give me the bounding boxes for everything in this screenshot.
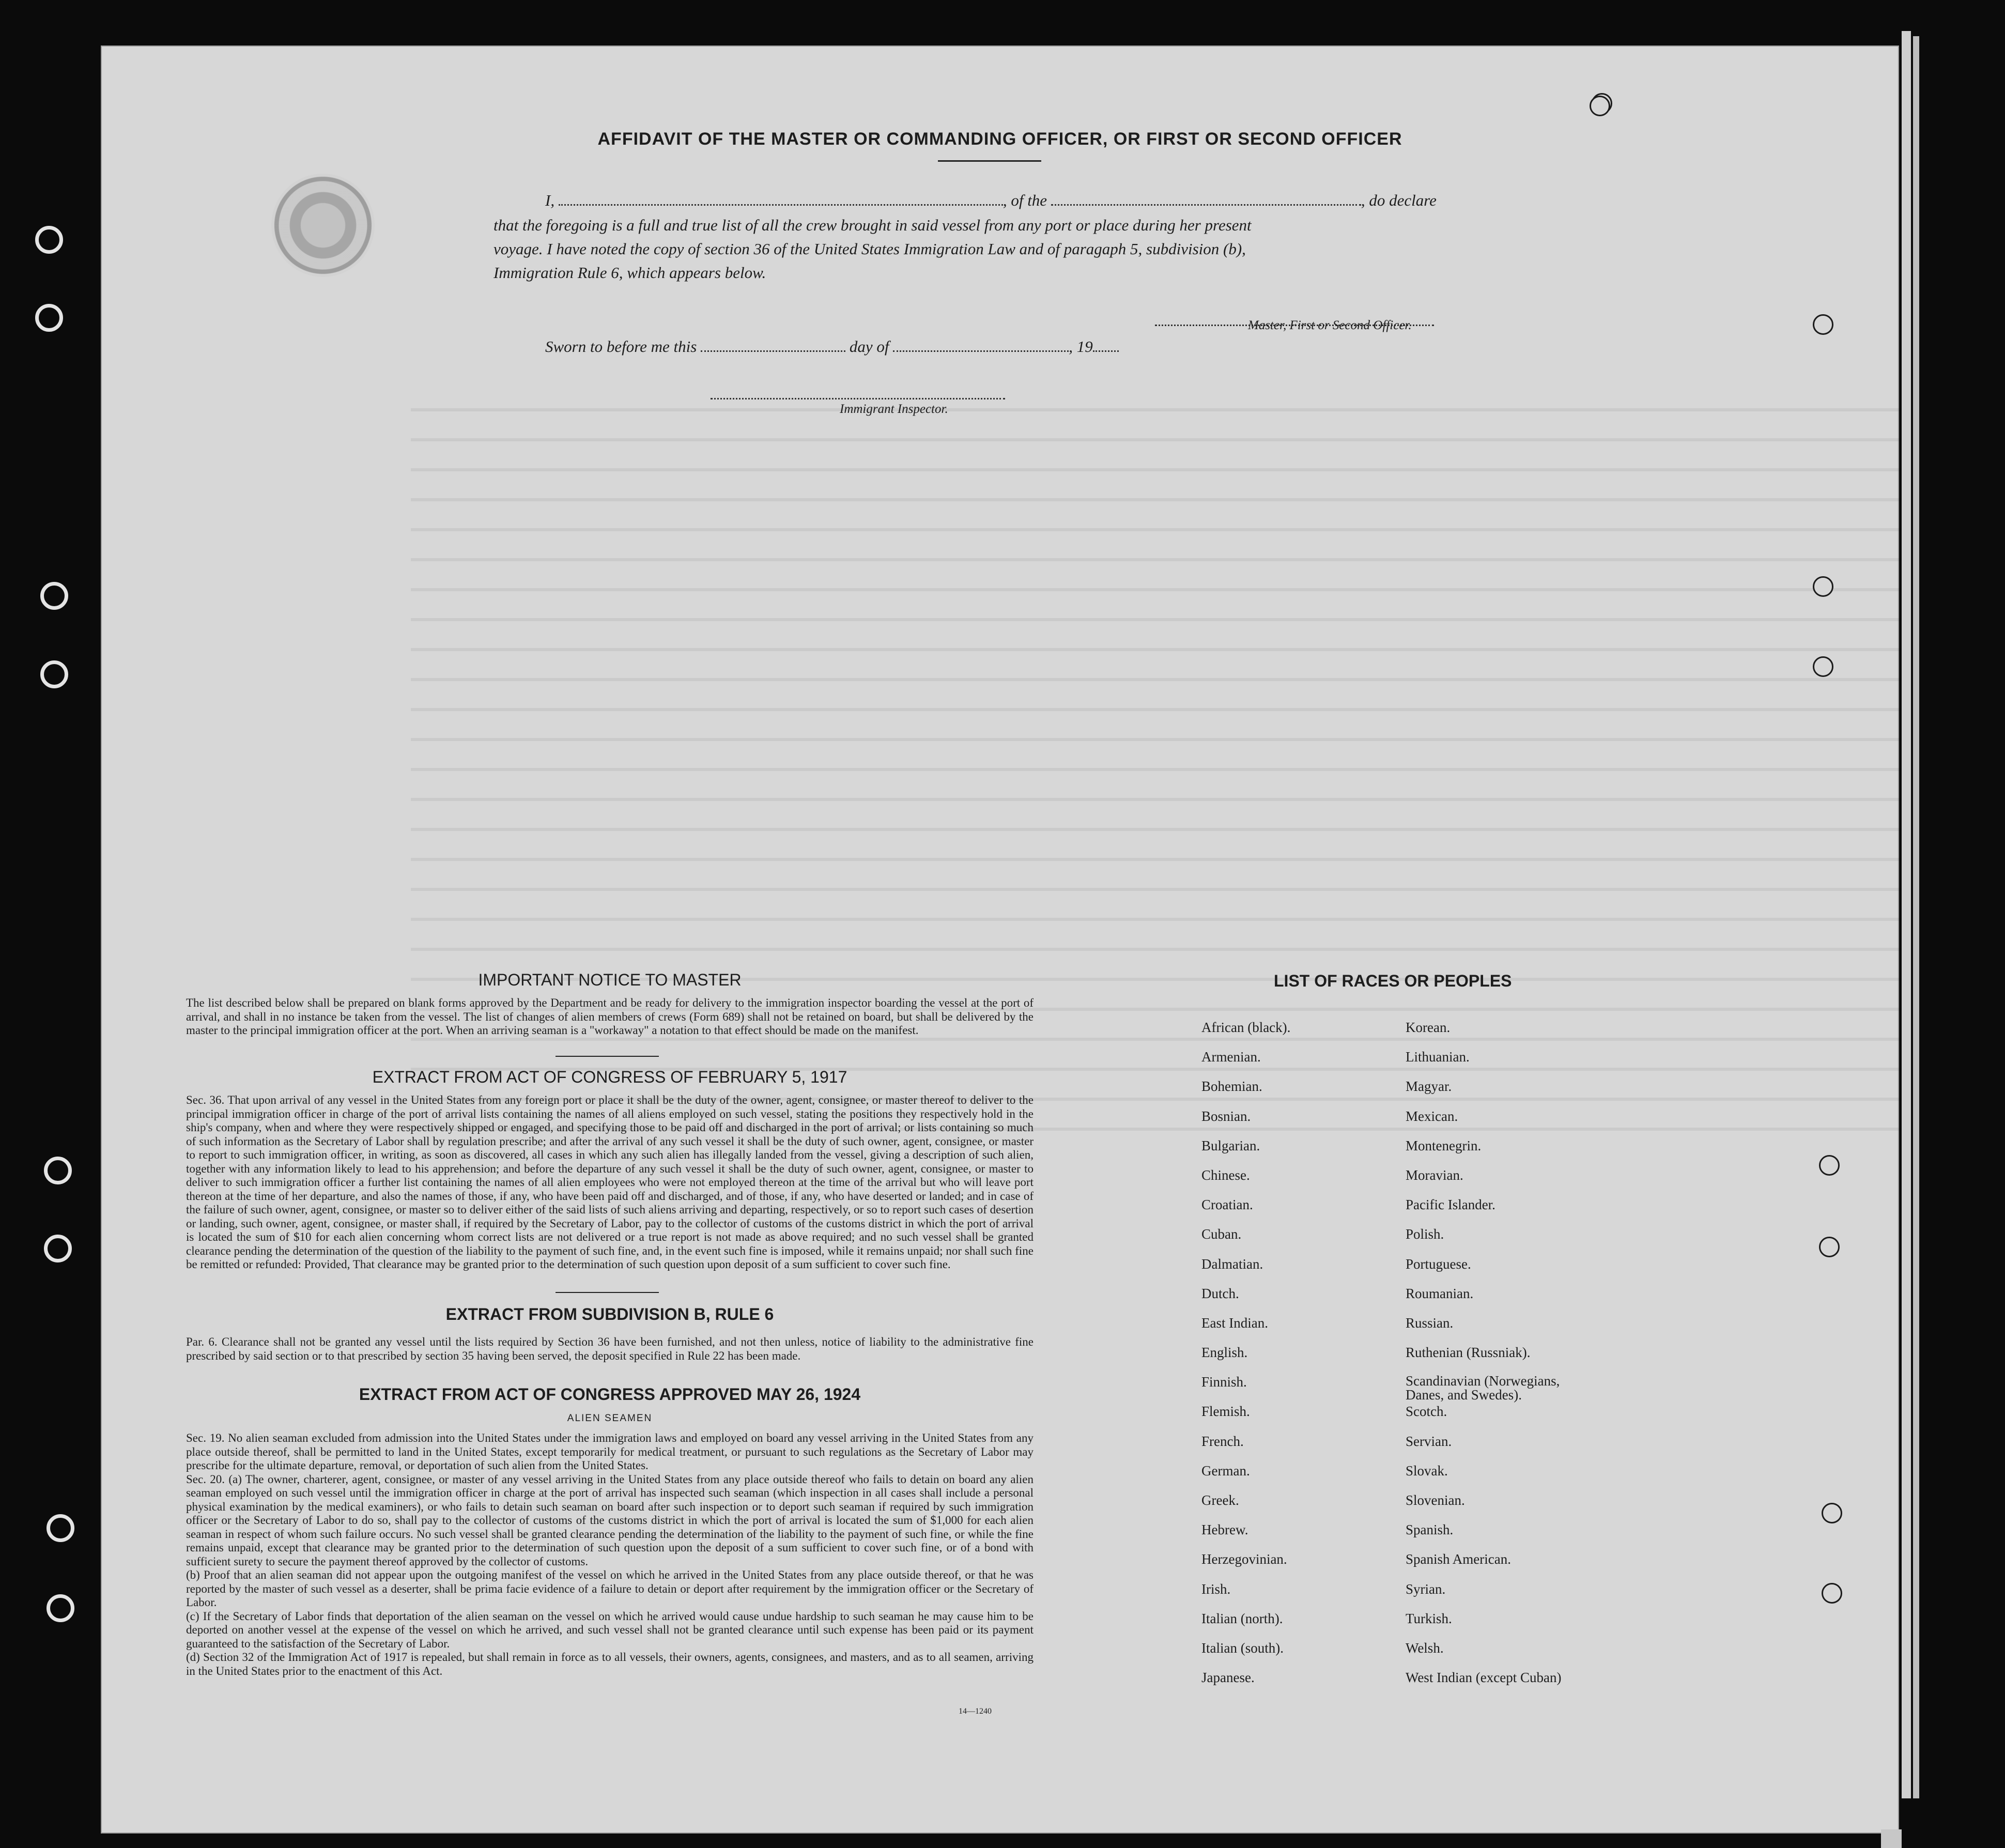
punch-hole [1590, 96, 1610, 116]
race-item: East Indian. [1201, 1315, 1268, 1331]
notice-body: The list described below shall be prepared on blank forms approved by the Department and be ready for delivery to the immigration inspector boarding the vessel at the port of arrival, and shall in no instance be taken from the vessel. The list of changes of alien members of crews (Form 689) shall not be retained on board, but shall be delivered by the master to the principal immigration officer at the port. When an arriving seaman is a "workaway" a notation to that effect should be made on the manifest. [186, 996, 1034, 1037]
day-blank[interactable] [701, 339, 845, 352]
race-item: Moravian. [1406, 1167, 1463, 1183]
punch-hole [1819, 1155, 1840, 1176]
punch-hole [1813, 656, 1833, 677]
declaration-line-1 [545, 191, 1437, 210]
binding-hole [40, 660, 68, 688]
sworn-text: Sworn to before me this [545, 337, 697, 356]
inspector-signature-blank[interactable] [711, 387, 1005, 399]
races-column-1 [1201, 1020, 1290, 1699]
race-item: Syrian. [1406, 1581, 1446, 1597]
race-item: Irish. [1201, 1581, 1231, 1597]
rule6-title: EXTRACT FROM SUBDIVISION B, RULE 6 [445, 1305, 774, 1323]
race-item: Scotch. [1406, 1404, 1447, 1420]
notice-title: IMPORTANT NOTICE TO MASTER [478, 971, 742, 989]
extract-1917-title: EXTRACT FROM ACT OF CONGRESS OF FEBRUARY 5, 1917 [372, 1068, 847, 1086]
race-item: Bohemian. [1201, 1079, 1262, 1095]
year-blank[interactable] [1093, 339, 1119, 352]
punch-hole [1822, 1503, 1842, 1523]
form-number: 14—1240 [959, 1707, 992, 1716]
master-signature-label: Master, First or Second Officer. [1248, 318, 1412, 332]
section-20b: (b) Proof that an alien seaman did not appear upon the outgoing manifest of the vessel on which he arrived in the United States from any place outside thereof, or that he was reported by the master of such vessel as a deserter, shall be prima facie evidence of a failure to detain or deport after requirement by the immigration officer or the Secretary of Labor. [186, 1568, 1034, 1609]
sworn-line [545, 337, 1119, 356]
binding-hole [47, 1594, 74, 1622]
declaration-line-2: that the foregoing is a full and true list of all the crew brought in said vessel from any port or place during her present [493, 216, 1252, 234]
race-item: Hebrew. [1201, 1522, 1248, 1538]
race-item: German. [1201, 1462, 1250, 1479]
race-item: Dalmatian. [1201, 1256, 1263, 1272]
binding-hole [44, 1235, 72, 1262]
binding-hole [35, 226, 63, 254]
punch-hole [1822, 1583, 1842, 1604]
binding-hole [35, 304, 63, 332]
section-19: Sec. 19. No alien seaman excluded from admission into the United States under the immigration laws and employed on board any vessel arriving in the United States from any place outside thereof, shall be permitted to land in the United States, except temporarily for medical treatment, or pursuant to such regulations as the Secretary of Labor may prescribe for the ultimate departure, removal, or deportation of such alien from the United States. [186, 1431, 1034, 1472]
race-item: Russian. [1406, 1315, 1454, 1331]
races-title: LIST OF RACES OR PEOPLES [1274, 972, 1512, 990]
race-item: Italian (north). [1201, 1610, 1283, 1626]
race-item: Japanese. [1201, 1670, 1255, 1686]
declaration-line-4: Immigration Rule 6, which appears below. [493, 264, 766, 282]
race-item: Magyar. [1406, 1079, 1452, 1095]
title-underline [938, 160, 1041, 162]
race-item: Cuban. [1201, 1226, 1242, 1242]
page-edge [1902, 31, 1911, 1798]
race-item: Armenian. [1201, 1049, 1261, 1065]
race-item: Greek. [1201, 1492, 1239, 1508]
race-item: Mexican. [1406, 1108, 1458, 1124]
race-item: Korean. [1406, 1020, 1451, 1035]
page-edge-bottom [1881, 1829, 1902, 1848]
race-item: Italian (south). [1201, 1640, 1284, 1656]
race-item: Dutch. [1201, 1285, 1239, 1301]
notice-divider [556, 1056, 659, 1057]
page-edge [1913, 36, 1919, 1798]
race-item: Pacific Islander. [1406, 1197, 1495, 1213]
race-item: Scandinavian (Norwegians, Danes, and Swedes). [1406, 1373, 1560, 1403]
document-page [101, 45, 1899, 1834]
inspector-label: Immigrant Inspector. [840, 402, 948, 416]
name-blank[interactable] [559, 193, 1003, 206]
race-item: Finnish. [1201, 1374, 1247, 1390]
section-20a: Sec. 20. (a) The owner, charterer, agent, consignee, or master of any vessel arriving in the United States from any place outside thereof who fails to detain on board any alien seaman employed on such vessel until the immigration officer in charge at the port of arrival has inspected such seaman (which inspection in all cases shall include a personal physical examination by the medical examiners), or who fails to detain such seaman on board after such inspection or to deport such seaman if required by such immigration officer or the Secretary of Labor to do so, shall pay to the collector of customs of the customs district in which the port of arrival is located the sum of $1,000 for each alien seaman in respect of whom such failure occurs. No such vessel shall be granted clearance pending the determination of the liability to the payment of such fine, or while the fine remains unpaid, except that clearance may be granted prior to the determination of such question upon the deposit of a sum sufficient to cover such fine, or of a bond with sufficient surety to secure the payment thereof approved by the collector of customs. [186, 1472, 1034, 1568]
extract-1917-body: Sec. 36. That upon arrival of any vessel in the United States from any foreign port or place it shall be the duty of the owner, agent, consignee, or master thereof to deliver to the principal immigration officer in charge of the port of arrival lists containing the names of all aliens employed on such vessel, stating the positions they respectively hold in the ship's company, when and where they were respectively shipped or engaged, and specifying those to be paid off and discharged in the port of arrival; or lists containing so much of such information as the Secretary of Labor shall by regulation prescribe; and after the arrival of any such vessel it shall be the duty of such owner, agent, consignee, or master to report to such immigration officer, in writing, as soon as discovered, all cases in which any such alien has illegally landed from the vessel, giving a description of such alien, together with any information likely to lead to his apprehension; and before the departure of any such vessel it shall be the duty of such owner, agent, consignee, or master to deliver to such immigration officer a further list containing the names of all alien employees who were not employed thereon at the time of the arrival but who will leave port thereon at the time of her departure, and also the names of those, if any, who have been paid off and discharged, and of those, if any, who have deserted or landed; and in case of the failure of such owner, agent, consignee, or master so to deliver either of the said lists of such aliens arriving and departing, respectively, or so to report such cases of desertion or landing, such owner, agent, consignee, or master shall, if required by the Secretary of Labor, pay to the collector of customs of the customs district in which the port of arrival is located the sum of $10 for each alien concerning whom correct lists are not delivered or a true report is not made as above required; and no such vessel shall be granted clearance pending the determination of the question of the liability to the payment of such fine, and, in the event such fine is imposed, while it remains unpaid; nor shall such fine be remitted or refunded: Provided, That clearance may be granted prior to the determination of such question upon deposit of a sum sufficient to cover such fine. [186, 1094, 1034, 1271]
race-item: Croatian. [1201, 1197, 1253, 1213]
race-item: Bosnian. [1201, 1108, 1251, 1124]
affidavit-title: AFFIDAVIT OF THE MASTER OR COMMANDING OFFICER, OR FIRST OR SECOND OFFICER [597, 129, 1402, 149]
race-item: Spanish American. [1406, 1551, 1511, 1567]
race-item: West Indian (except Cuban) [1406, 1670, 1562, 1686]
race-item: English. [1201, 1345, 1248, 1361]
race-item: Turkish. [1406, 1610, 1452, 1626]
race-item: Slovak. [1406, 1462, 1448, 1479]
extract-1924-body [186, 1431, 1034, 1678]
month-blank[interactable] [893, 339, 1069, 352]
race-item: Herzegovinian. [1201, 1551, 1287, 1567]
binding-hole [47, 1514, 74, 1542]
race-item: Roumanian. [1406, 1285, 1474, 1301]
binding-hole [44, 1157, 72, 1184]
races-column-2 [1406, 1020, 1581, 1699]
extract-1924-title: EXTRACT FROM ACT OF CONGRESS APPROVED MAY 26, 1924 [359, 1385, 861, 1404]
race-item: Slovenian. [1406, 1492, 1465, 1508]
year-text: , 19 [1069, 337, 1093, 356]
binding-hole [40, 582, 68, 610]
punch-hole [1819, 1237, 1840, 1257]
race-item: Servian. [1406, 1433, 1452, 1449]
section-20c: (c) If the Secretary of Labor finds that deportation of the alien seaman on the vessel on which he arrived would cause undue hardship to such seaman he may cause him to be deported on another vessel at the expense of the vessel on which he arrived, and such vessel shall not be granted clearance until such expense has been paid or its payment guaranteed to the satisfaction of the Secretary of Labor. [186, 1609, 1034, 1650]
official-stamp-seal [271, 174, 375, 277]
punch-hole [1813, 314, 1833, 335]
race-item: African (black). [1201, 1020, 1291, 1035]
race-item: Polish. [1406, 1226, 1444, 1242]
race-item: Flemish. [1201, 1404, 1250, 1420]
race-item: Ruthenian (Russniak). [1406, 1345, 1531, 1361]
race-item: French. [1201, 1433, 1244, 1449]
race-item: Portuguese. [1406, 1256, 1471, 1272]
punch-hole [1813, 576, 1833, 597]
section-20d: (d) Section 32 of the Immigration Act of 1917 is repealed, but shall remain in force as to all vessels, their owners, agents, consignees, and masters, and as to all seamen, arriving in the United States prior to the enactment of this Act. [186, 1651, 1034, 1677]
race-item: Welsh. [1406, 1640, 1444, 1656]
declaration-end: , do declare [1361, 191, 1437, 209]
vessel-blank[interactable] [1051, 193, 1361, 206]
extract-1917-divider [556, 1292, 659, 1293]
declaration-of-the: , of the [1003, 191, 1047, 209]
race-item: Montenegrin. [1406, 1137, 1482, 1153]
declaration-i: I, [545, 191, 555, 209]
race-item: Spanish. [1406, 1522, 1454, 1538]
rule6-body: Par. 6. Clearance shall not be granted any vessel until the lists required by Section 36 have been furnished, and not then unless, notice of liability to the administrative fine prescribed by said section or to that prescribed by section 35 having been served, the deposit specified in Rule 22 has been made. [186, 1335, 1034, 1362]
race-item: Lithuanian. [1406, 1049, 1470, 1065]
race-item: Bulgarian. [1201, 1137, 1260, 1153]
day-of-text: day of [849, 337, 889, 356]
race-item: Chinese. [1201, 1167, 1250, 1183]
declaration-line-3: voyage. I have noted the copy of section 36 of the United States Immigration Law and of paragaph 5, subdivision (b), [493, 240, 1246, 258]
alien-seamen-subtitle: ALIEN SEAMEN [567, 1413, 653, 1424]
